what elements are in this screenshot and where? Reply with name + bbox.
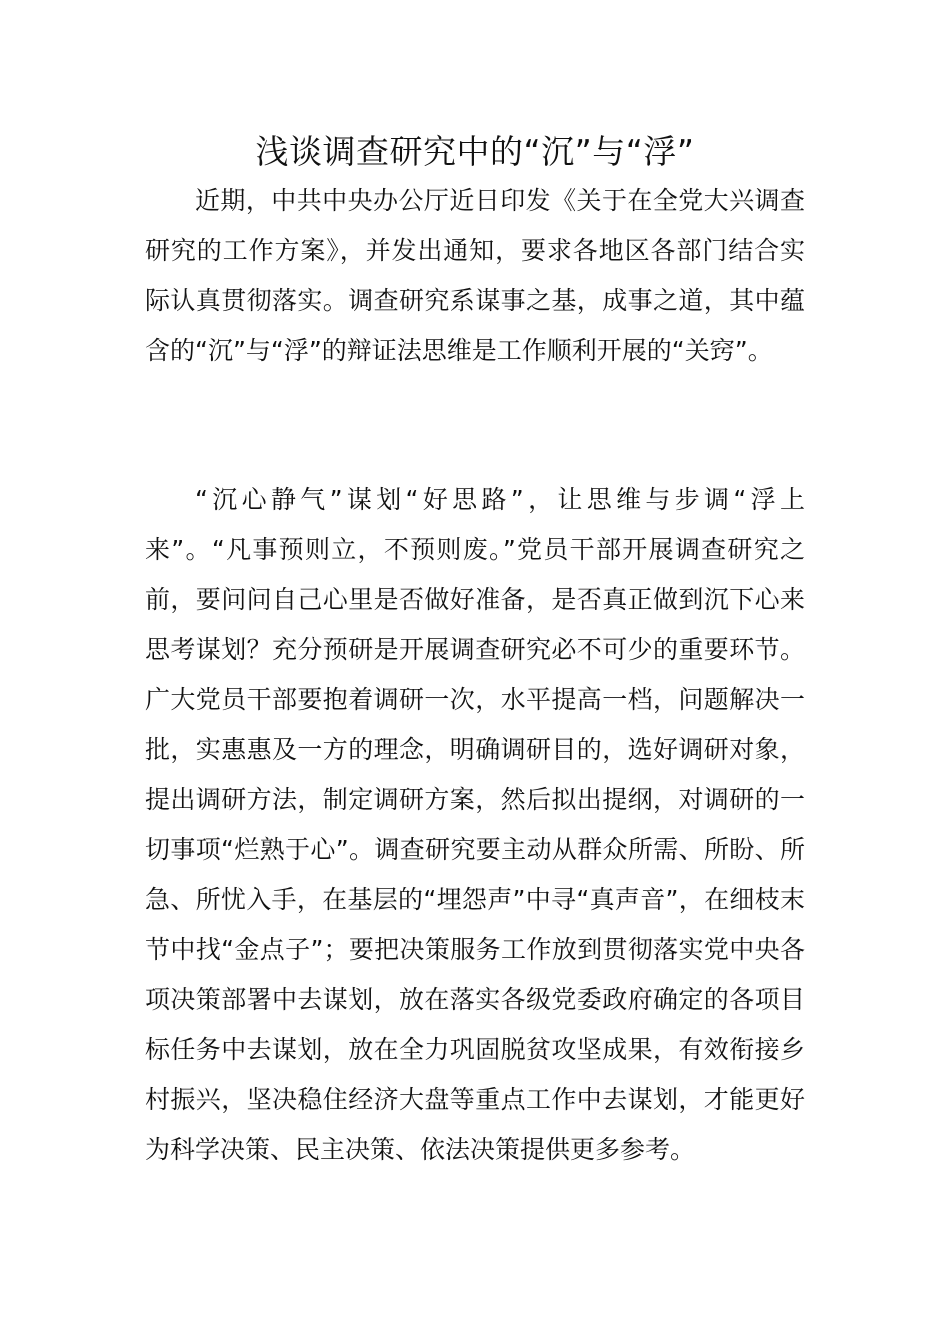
- paragraph-intro: 近期，中共中央办公厅近日印发《关于在全党大兴调查研究的工作方案》，并发出通知，要求各地区各部门结合实际认真贯彻落实。调查研究系谋事之基，成事之道，其中蕴含的“沉”与“浮”的辩证法思维是工作顺利开展的“关窍”。: [145, 186, 805, 365]
- paragraph-body: “沉心静气”谋划“好思路”，让思维与步调“浮上来”。“凡事预则立，不预则废。”党员干部开展调查研究之前，要问问自己心里是否做好准备，是否真正做到沉下心来思考谋划？充分预研是开展调查研究必不可少的重要环节。广大党员干部要抱着调研一次，水平提高一档，问题解决一批，实惠惠及一方的理念，明确调研目的，选好调研对象，提出调研方法，制定调研方案，然后拟出提纲，对调研的一切事项“烂熟于心”。调查研究要主动从群众所需、所盼、所急、所忧入手，在基层的“埋怨声”中寻“真声音”，在细枝末节中找“金点子”；要把决策服务工作放到贯彻落实党中央各项决策部署中去谋划，放在落实各级党委政府确定的各项目标任务中去谋划，放在全力巩固脱贫攻坚成果，有效衔接乡村振兴，坚决稳住经济大盘等重点工作中去谋划，才能更好为科学决策、民主决策、依法决策提供更多参考。: [145, 485, 805, 1164]
- document-title: 浅谈调查研究中的“沉”与“浮”: [255, 132, 695, 171]
